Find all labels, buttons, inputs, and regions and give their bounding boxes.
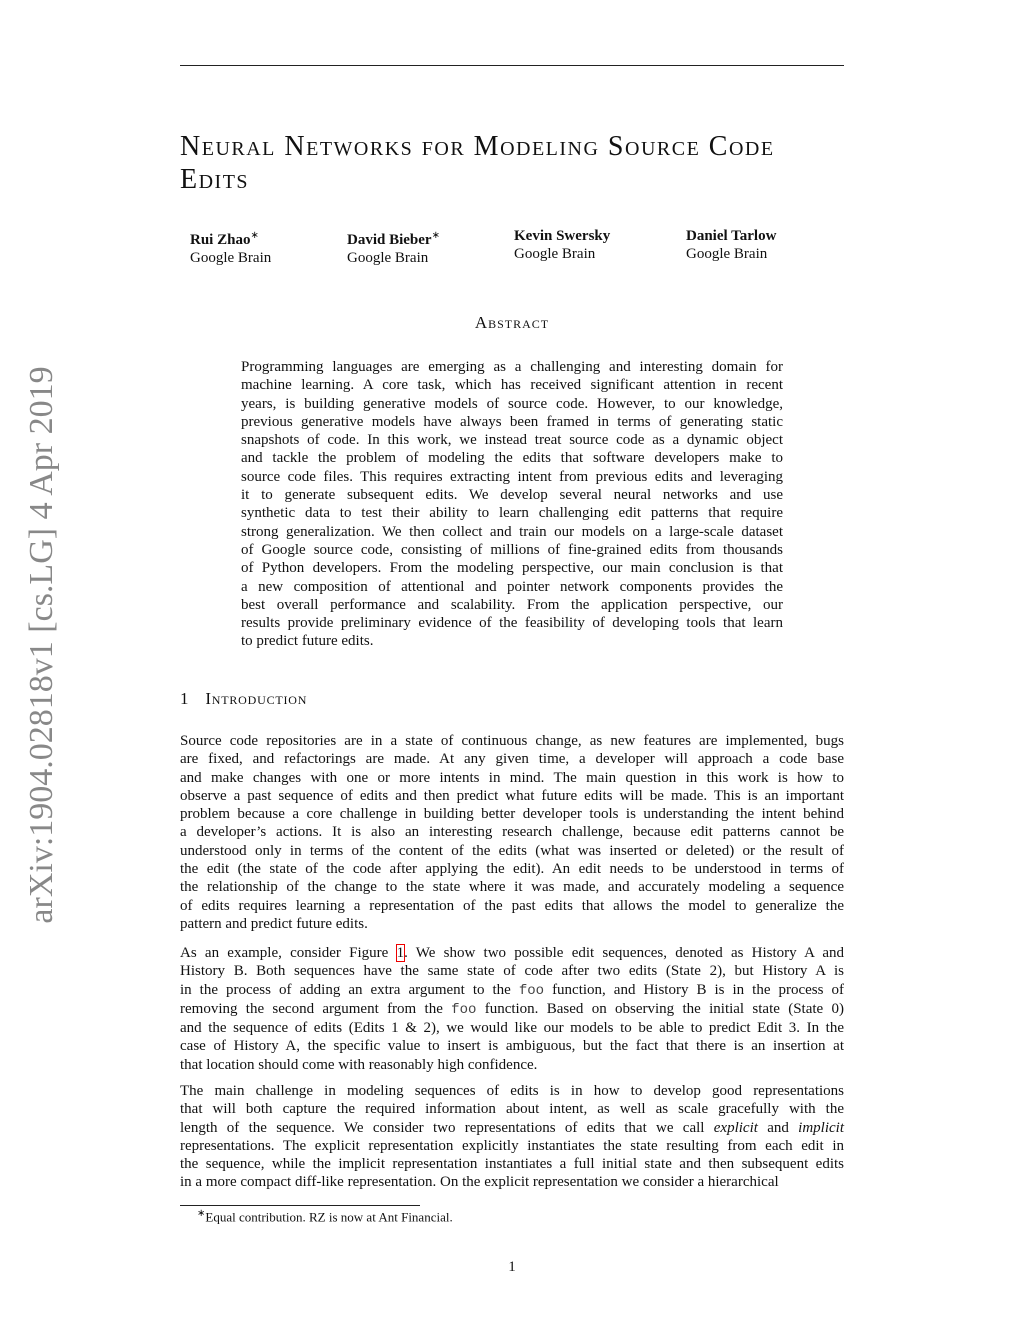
- text-line: [180, 915, 844, 933]
- inline-code: foo: [451, 1001, 477, 1018]
- emphasis: explicit: [713, 1119, 758, 1136]
- author-name: Kevin Swersky: [514, 228, 611, 244]
- text-run: in the process of adding an extra argument to the: [180, 981, 519, 998]
- abstract-line: results provide preliminary evidence of the feasibility of developing tools that learn: [241, 615, 783, 632]
- text-line: [180, 897, 844, 915]
- text-line: [180, 1119, 844, 1137]
- text-run: length of the sequence. We consider two representations of edits that we call: [180, 1119, 714, 1136]
- paper-title: [180, 130, 850, 196]
- text-line: [180, 962, 844, 980]
- abstract-line: synthetic data to test their ability to learn challenging edit patterns that require: [241, 505, 783, 522]
- text-run: The main challenge in modeling sequences of edits is in how to develop good representations: [180, 1083, 844, 1099]
- text-run: problem because a core challenge in building better developer tools is understanding the intent behind: [180, 806, 844, 823]
- footnote-mark: ∗: [197, 1208, 206, 1219]
- author: [347, 227, 440, 267]
- top-rule: [180, 65, 844, 66]
- text-run: function, and History B is in the process of: [544, 981, 844, 998]
- text-line: [180, 750, 844, 768]
- abstract-line: strong generalization. We then collect and train our models on a large-scale dataset: [241, 523, 783, 540]
- text-line: [180, 1000, 844, 1019]
- abstract-line: machine learning. A core task, which has received significant attention in recent: [241, 377, 783, 394]
- text-line: [180, 1019, 844, 1037]
- footnote: [197, 1208, 453, 1225]
- text-run: a developer’s actions. It is also an interesting research challenge, because edit patterns cannot be: [180, 824, 844, 841]
- author-name: Daniel Tarlow: [686, 228, 777, 244]
- text-run: the relationship of the change to the state where it was made, and accurately modeling a sequence: [180, 879, 844, 896]
- abstract-line: and tackle the problem of modeling the edits that software developers make to: [241, 450, 783, 467]
- abstract-line: source code files. This requires extracting intent from previous edits and leveraging: [241, 468, 783, 485]
- text-run: removing the second argument from the: [180, 1000, 452, 1017]
- abstract-line: best overall performance and scalability. From the application perspective, our: [241, 596, 783, 613]
- text-line: [180, 842, 844, 860]
- author: [190, 227, 271, 267]
- text-line: [180, 823, 844, 841]
- text-line: [180, 1037, 844, 1055]
- text-line: [180, 1137, 844, 1155]
- text-run: the edit (the state of the code after applying the edit). An edit needs to be understood in terms of: [180, 861, 844, 878]
- text-run: the sequence, while the implicit representation instantiates a full initial state and then subsequent edits: [180, 1156, 844, 1173]
- abstract-line: snapshots of code. In this work, we instead treat source code as a dynamic object: [241, 432, 783, 449]
- abstract-line: a new composition of attentional and pointer network components provides the: [241, 578, 783, 595]
- text-line: [180, 787, 844, 805]
- text-run: As an example, consider Figure: [180, 945, 397, 961]
- author: [514, 227, 610, 263]
- text-run: in a more compact diff-like representation. On the explicit representation we consider a hierarchical: [180, 1174, 779, 1191]
- author-name: David Bieber: [347, 232, 432, 248]
- text-run: of edits requires learning a representation of the past edits that allows the model to generalize the: [180, 897, 844, 914]
- author-affiliation: Google Brain: [514, 246, 596, 262]
- text-run: History B. Both sequences have the same state of code after two edits (State 2), but History A is: [180, 963, 844, 980]
- paragraph: [180, 732, 844, 933]
- text-run: pattern and predict future edits.: [180, 915, 368, 932]
- abstract-line: previous generative models have always been framed in terms of generating static: [241, 413, 783, 430]
- footnote-rule: [180, 1205, 420, 1206]
- text-line: [180, 944, 844, 962]
- text-line: [180, 732, 844, 750]
- text-line: [180, 769, 844, 787]
- abstract-line: Programming languages are emerging as a challenging and interesting domain for: [241, 359, 783, 375]
- page-number: 1: [508, 1259, 516, 1275]
- abstract-heading: Abstract: [474, 313, 550, 332]
- text-run: that location should come with reasonably high confidence.: [180, 1056, 538, 1073]
- text-run: and the sequence of edits (Edits 1 & 2), we would like our models to be able to predict Edit 3. In the: [180, 1020, 844, 1037]
- text-run: understood only in terms of the content of the edits (what was inserted or deleted) or the result of: [180, 842, 844, 859]
- text-run: that will both capture the required information about intent, as well as scale gracefully with the: [180, 1101, 844, 1118]
- text-line: [180, 1082, 844, 1100]
- abstract-line: of Python developers. From the modeling perspective, our main conclusion is that: [241, 560, 783, 577]
- inline-code: foo: [518, 982, 545, 999]
- author-affiliation: Google Brain: [347, 250, 429, 266]
- author-affiliation: Google Brain: [686, 246, 768, 262]
- paragraph: [180, 944, 844, 1074]
- text-run: are fixed, and refactorings are made. At any given time, a developer will approach a code base: [180, 751, 844, 768]
- abstract: [241, 358, 783, 651]
- section-number: 1: [180, 689, 190, 708]
- footnote-text: Equal contribution. RZ is now at Ant Financial.: [205, 1209, 453, 1225]
- arxiv-stamp: arXiv:1904.02818v1 [cs.LG] 4 Apr 2019: [23, 366, 60, 924]
- text-line: [180, 1056, 844, 1074]
- abstract-line: it to generate subsequent edits. We develop several neural networks and use: [241, 487, 783, 504]
- text-run: function. Based on observing the initial state (State 0): [476, 1000, 844, 1017]
- author-name: Rui Zhao: [190, 232, 251, 248]
- text-line: [180, 805, 844, 823]
- text-run: case of History A, the specific value to insert is ambiguous, but the fact that there is an insertion at: [180, 1038, 844, 1055]
- text-line: [180, 981, 844, 1000]
- text-line: [180, 860, 844, 878]
- author: [686, 227, 776, 263]
- text-run: and: [757, 1119, 799, 1136]
- text-run: observe a past sequence of edits and then predict what future edits will be made. This is an important: [180, 787, 844, 804]
- text-run: . We show two possible edit sequences, denoted as History A and: [404, 945, 844, 961]
- abstract-line: of Google source code, consisting of millions of fine-grained edits from thousands: [241, 541, 783, 558]
- author-affiliation: Google Brain: [190, 250, 272, 266]
- author-mark: ∗: [250, 230, 259, 241]
- author-mark: ∗: [431, 230, 440, 241]
- abstract-line: to predict future edits.: [241, 633, 374, 650]
- emphasis: implicit: [798, 1119, 844, 1136]
- section-heading: [180, 689, 307, 709]
- figure-ref-link[interactable]: 1: [396, 945, 405, 961]
- text-run: Source code repositories are in a state of continuous change, as new features are implemented, bugs: [180, 733, 844, 749]
- paragraph: [180, 1082, 844, 1192]
- text-run: representations. The explicit representation explicitly instantiates the state resulting from each edit in: [180, 1137, 844, 1154]
- text-line: [180, 1173, 844, 1191]
- text-line: [180, 878, 844, 896]
- text-line: [180, 1100, 844, 1118]
- section-title: Introduction: [205, 689, 308, 708]
- abstract-line: years, is building generative models of source code. However, to our knowledge,: [241, 395, 783, 412]
- text-run: and make changes with one or more intents in mind. The main question in this work is how to: [180, 769, 844, 786]
- title-line: Neural Networks for Modeling Source Code: [180, 131, 775, 162]
- title-line: Edits: [180, 164, 250, 195]
- text-line: [180, 1155, 844, 1173]
